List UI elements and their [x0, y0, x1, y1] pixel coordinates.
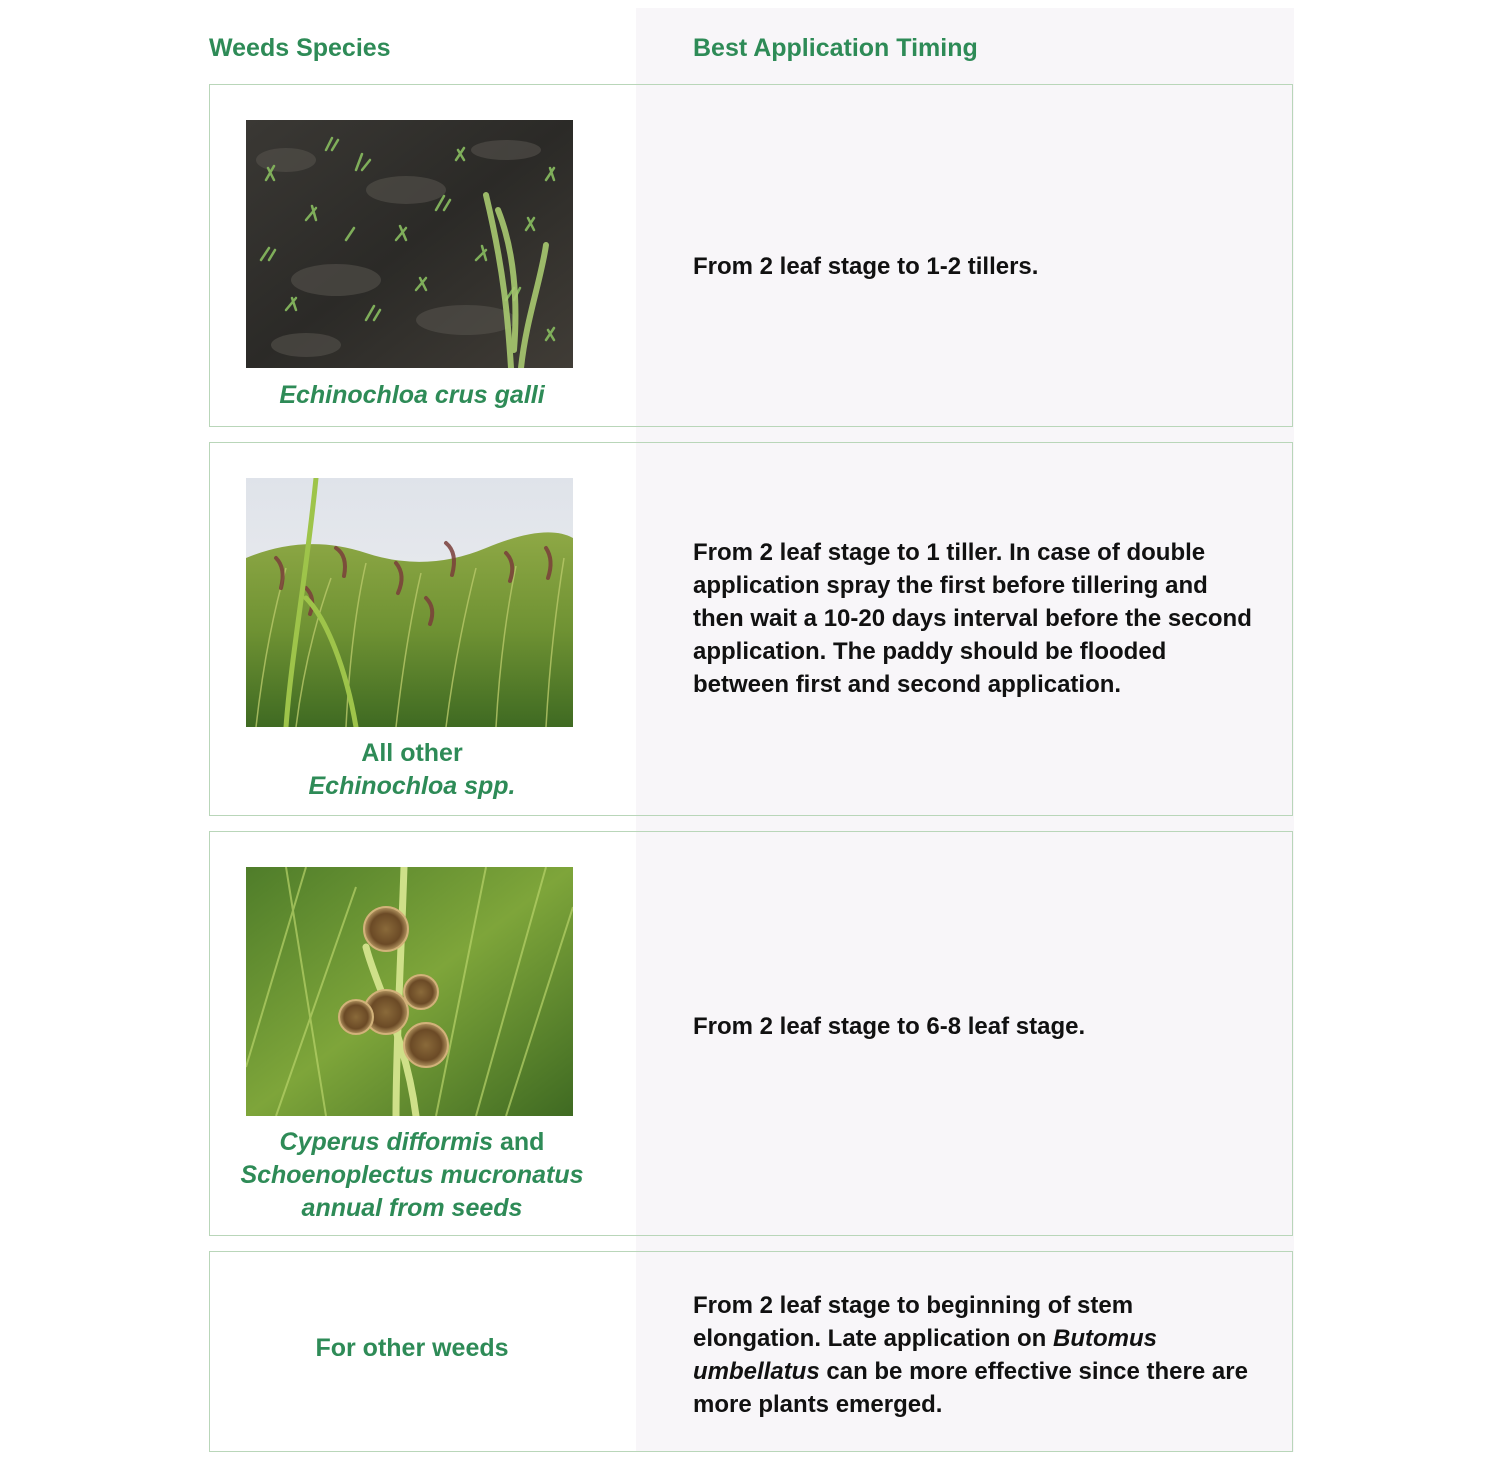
timing-text	[693, 536, 1253, 701]
header-weeds-species: Weeds Species	[209, 34, 391, 62]
species-cell	[210, 443, 636, 815]
species-name-c: annual from seeds	[301, 1194, 523, 1222]
weed-photo-echinochloa-crus-galli	[246, 120, 573, 368]
timing-description: From 2 leaf stage to 1 tiller. In case of double application spray the first before tillering and then wait a 10-20 days interval before the second application. The paddy should be flooded between first and second application.	[693, 539, 1252, 698]
species-name: For other weeds	[315, 1334, 509, 1362]
table-row	[209, 84, 1293, 427]
species-cell	[210, 85, 636, 426]
timing-description-a: From 2 leaf stage to beginning of stem elongation. Late application on	[693, 1292, 1134, 1352]
species-name-b: Schoenoplectus mucronatus	[240, 1161, 584, 1189]
species-name: Echinochloa crus galli	[279, 381, 545, 409]
weed-photo-echinochloa-spp	[246, 478, 573, 727]
table-row	[209, 1251, 1293, 1452]
timing-text	[693, 1010, 1253, 1043]
species-name-and: and	[499, 1128, 545, 1156]
species-cell	[210, 1252, 636, 1451]
species-cell	[210, 832, 636, 1235]
timing-description-italic: Butomus umbellatus	[693, 1325, 1158, 1385]
species-caption	[210, 1332, 614, 1365]
table-row	[209, 831, 1293, 1236]
timing-description: From 2 leaf stage to 6-8 leaf stage.	[693, 1013, 1086, 1040]
timing-description: From 2 leaf stage to 1-2 tillers.	[693, 253, 1039, 280]
species-name-a: Cyperus difformis	[279, 1128, 494, 1156]
timing-text	[693, 1289, 1253, 1421]
species-caption	[210, 379, 614, 412]
header-application-timing: Best Application Timing	[693, 34, 978, 62]
timing-text	[693, 250, 1253, 283]
species-caption	[210, 737, 614, 803]
weed-photo-cyperus	[246, 867, 573, 1116]
timing-description-b: can be more effective since there are more plants emerged.	[693, 1358, 1248, 1418]
species-name-line1: All other	[361, 739, 463, 767]
species-caption	[210, 1126, 614, 1225]
species-name: Echinochloa spp.	[308, 772, 516, 800]
table-row	[209, 442, 1293, 816]
